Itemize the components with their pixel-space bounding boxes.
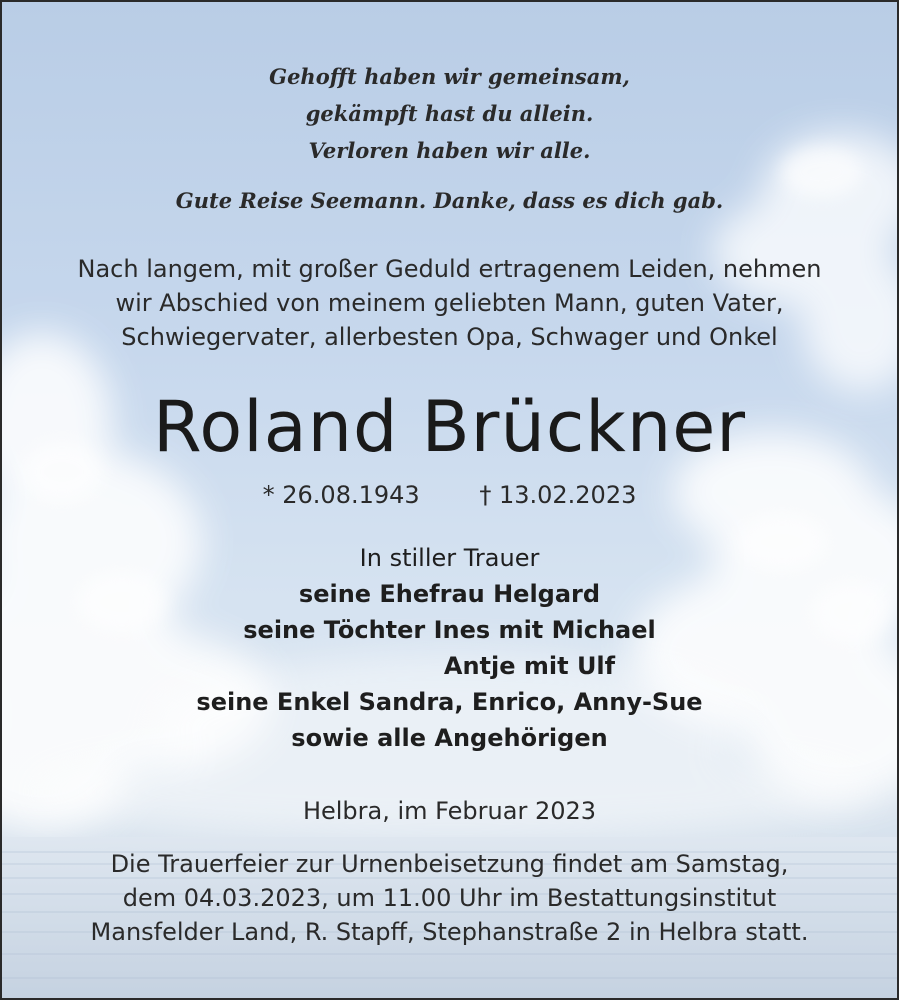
intro-line: Nach langem, mit großer Geduld ertragenem Leiden, nehmen — [77, 255, 822, 283]
birth-date: * 26.08.1943 — [262, 481, 420, 509]
poem-line: gekämpft hast du allein. — [305, 101, 594, 126]
mourner-wife: seine Ehefrau Helgard — [298, 580, 601, 608]
mourner-daughters: seine Töchter Ines mit Michael — [243, 616, 656, 644]
mourner-relatives: sowie alle Angehörigen — [291, 724, 608, 752]
poem-line: Gehofft haben wir gemeinsam, — [269, 64, 630, 89]
funeral-line: Die Trauerfeier zur Urnenbeisetzung findet am Samstag, — [110, 850, 789, 878]
life-dates — [2, 478, 897, 512]
intro-line: Schwiegervater, allerbesten Opa, Schwager und Onkel — [121, 323, 778, 351]
mourner-daughter-2: Antje mit Ulf — [443, 652, 616, 680]
death-date: † 13.02.2023 — [479, 481, 637, 509]
intro-text — [2, 252, 897, 354]
mourners-list — [2, 540, 897, 756]
poem-line: Verloren haben wir alle. — [308, 138, 591, 163]
farewell-line: Gute Reise Seemann. Danke, dass es dich gab. — [175, 188, 724, 213]
deceased-name: Roland Brückner — [152, 386, 747, 468]
funeral-line: Mansfelder Land, R. Stapff, Stephanstraße 2 in Helbra statt. — [90, 918, 809, 946]
place-date: Helbra, im Februar 2023 — [302, 797, 597, 825]
poem — [2, 58, 897, 169]
funeral-line: dem 04.03.2023, um 11.00 Uhr im Bestattungsinstitut — [122, 884, 777, 912]
funeral-info — [2, 847, 897, 949]
mourner-grandchildren: seine Enkel Sandra, Enrico, Anny-Sue — [196, 688, 703, 716]
mourners-heading: In stiller Trauer — [359, 544, 540, 572]
intro-line: wir Abschied von meinem geliebten Mann, guten Vater, — [115, 289, 784, 317]
